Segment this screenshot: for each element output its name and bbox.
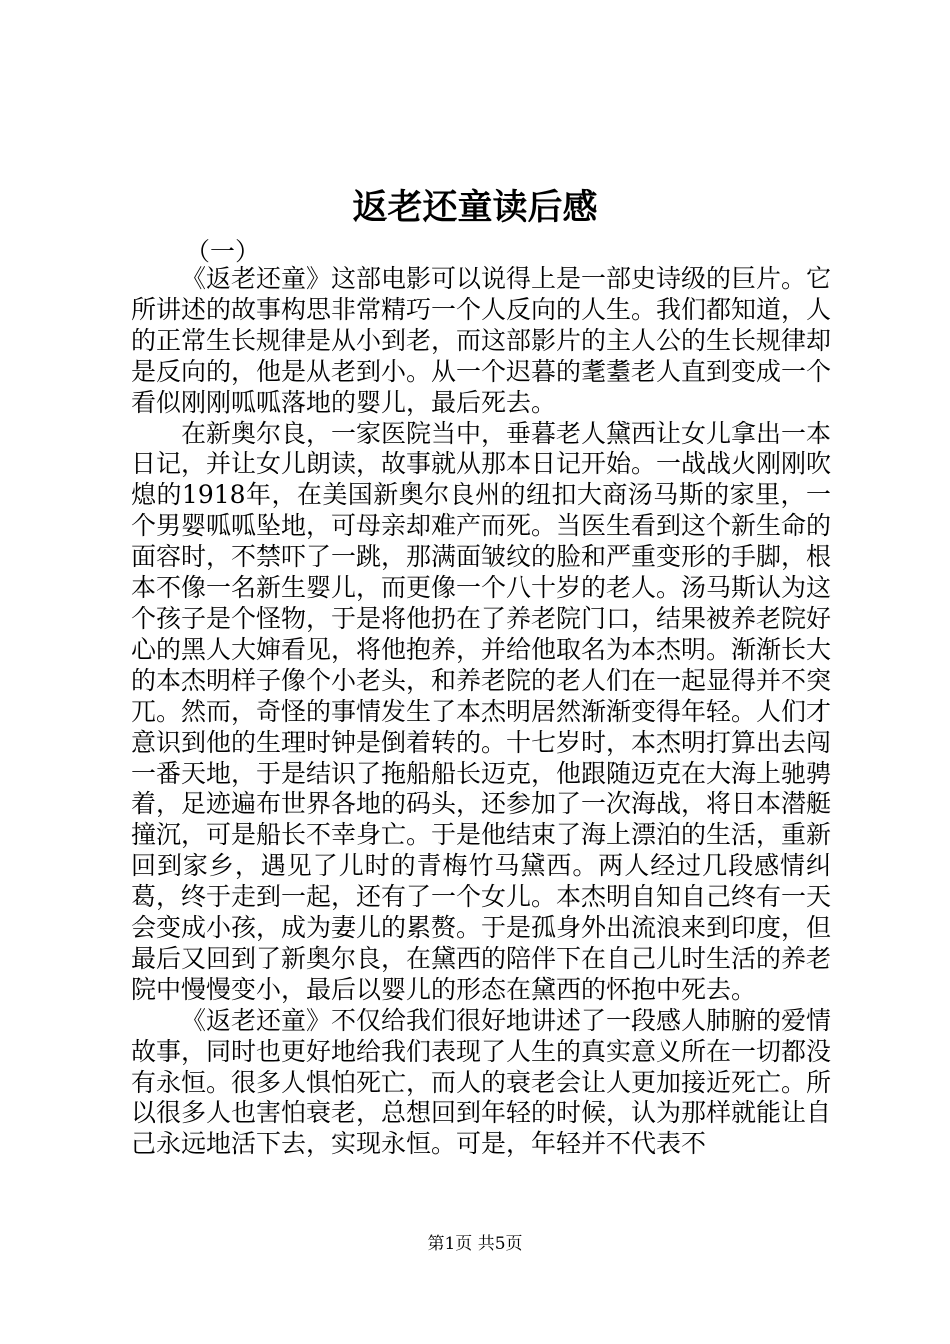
paragraph: 在新奥尔良，一家医院当中，垂暮老人黛西让女儿拿出一本日记，并让女儿朗读，故事就从那本日记开始。一战战火刚刚吹熄的1918年，在美国新奥尔良州的纽扣大商汤马斯的家里，一个男婴呱呱坠地，可母亲却难产而死。当医生看到这个新生命的面容时，不禁吓了一跳，那满面皱纹的脸和严重变形的手脚，根本不像一名新生婴儿，而更像一个八十岁的老人。汤马斯认为这个孩子是个怪物，于是将他扔在了养老院门口，结果被养老院好心的黑人大婶看见，将他抱养，并给他取名为本杰明。渐渐长大的本杰明样子像个小老头，和养老院的老人们在一起显得并不突兀。然而，奇怪的事情发生了本杰明居然渐渐变得年轻。人们才意识到他的生理时钟是倒着转的。十七岁时，本杰明打算出去闯一番天地，于是结识了拖船船长迈克，他跟随迈克在大海上驰骋着，足迹遍布世界各地的码头，还参加了一次海战，将日本潜艇撞沉，可是船长不幸身亡。于是他结束了海上漂泊的生活，重新回到家乡，遇见了儿时的青梅竹马黛西。两人经过几段感情纠葛，终于走到一起，还有了一个女儿。本杰明自知自己终有一天会变成小孩，成为妻儿的累赘。于是孤身外出流浪来到印度，但最后又回到了新奥尔良，在黛西的陪伴下在自己儿时生活的养老院中慢慢变小，最后以婴儿的形态在黛西的怀抱中死去。: [131, 418, 832, 1004]
paragraph: 《返老还童》不仅给我们很好地讲述了一段感人肺腑的爱情故事，同时也更好地给我们表现了人生的真实意义所在一切都没有永恒。很多人惧怕死亡，而人的衰老会让人更加接近死亡。所以很多人也害怕衰老，总想回到年轻的时候，认为那样就能让自己永远地活下去，实现永恒。可是，年轻并不代表不: [131, 1005, 832, 1159]
section-label: （一）: [185, 237, 261, 266]
page-footer: 第1页 共5页: [427, 1234, 523, 1254]
paragraph: 《返老还童》这部电影可以说得上是一部史诗级的巨片。它所讲述的故事构思非常精巧一个人反向的人生。我们都知道，人的正常生长规律是从小到老，而这部影片的主人公的生长规律却是反向的，他是从老到小。从一个迟暮的耄耋老人直到变成一个看似刚刚呱呱落地的婴儿，最后死去。: [131, 264, 832, 417]
document-body: [131, 264, 831, 1160]
document-title: 返老还童读后感: [352, 187, 598, 228]
